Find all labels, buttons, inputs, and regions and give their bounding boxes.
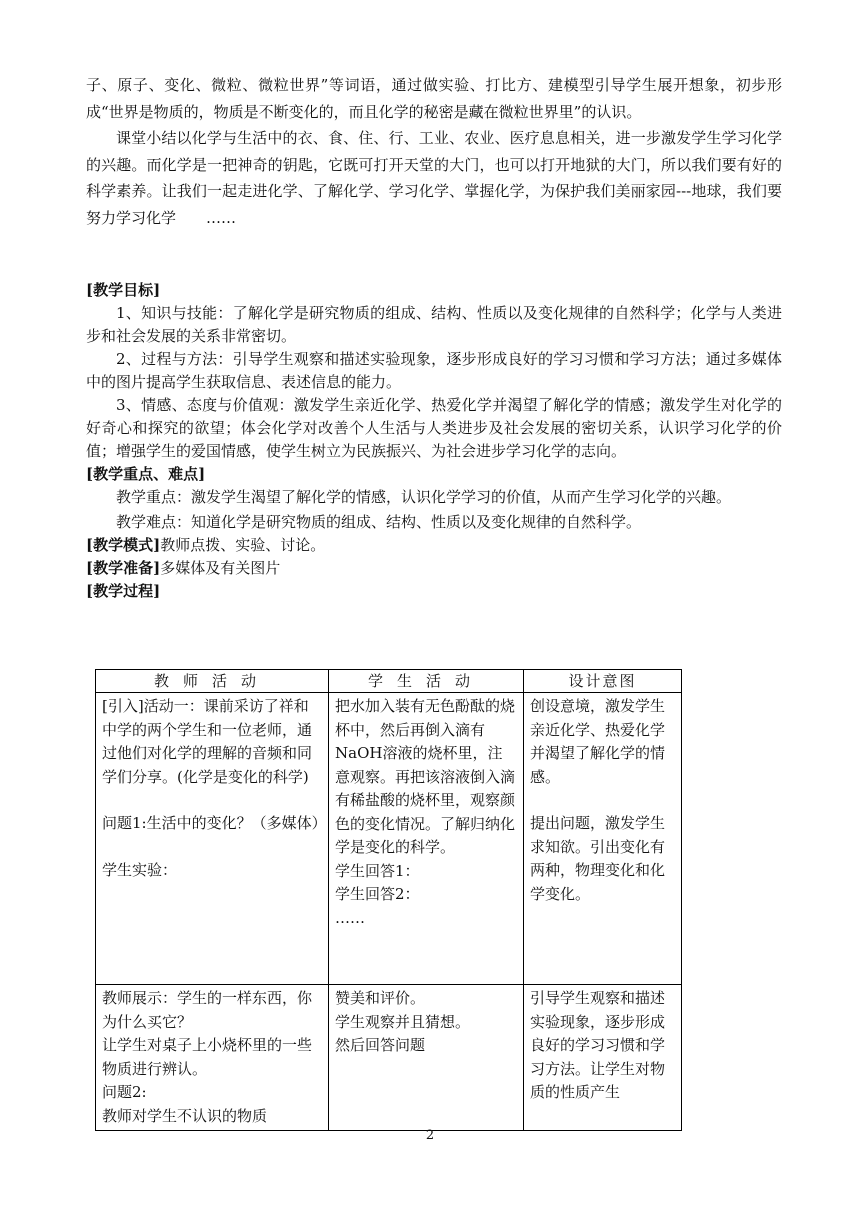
goal-item: 2、过程与方法：引导学生观察和描述实验现象，逐步形成良好的学习习惯和学习方法；通过多媒体中的图片提高学生获取信息、表述信息的能力。: [86, 350, 782, 391]
process-heading: [教学过程]: [86, 582, 161, 600]
design-intent-cell: 引导学生观察和描述实验现象，逐步形成良好的学习习惯和学习方法。让学生对物质的性质产生: [524, 985, 682, 1131]
document-body: [86, 72, 782, 603]
column-header: 设计意图: [524, 670, 682, 693]
teacher-activity-cell: 教师展示：学生的一样东西，你为什么买它？ 让学生对桌子上小烧杯里的一些物质进行辨认。 问题2: 教师对学生不认识的物质: [96, 985, 329, 1131]
column-header: 学生活动: [329, 670, 524, 693]
teaching-focus: 教学重点：激发学生渴望了解化学的情感，认识化学学习的价值，从而产生学习化学的兴趣。: [116, 488, 732, 506]
student-activity-cell: 把水加入装有无色酚酞的烧杯中，然后再倒入滴有NaOH溶液的烧杯里，注意观察。再把该溶液倒入滴有稀盐酸的烧杯里，观察颜色的变化情况。了解归纳化学是变化的科学。 学生回答1： 学生回答2： ……: [329, 693, 524, 985]
goal-item: 1、知识与技能：了解化学是研究物质的组成、结构、性质以及变化规律的自然科学；化学与人类进步和社会发展的关系非常密切。: [86, 304, 782, 345]
table-row: [96, 693, 682, 985]
page-number: 2: [425, 1128, 435, 1143]
teaching-mode: [教学模式]教师点拨、实验、讨论。: [86, 536, 326, 554]
process-table: [95, 669, 682, 1131]
column-header: 教师活动: [96, 670, 329, 693]
goals-heading: [教学目标]: [86, 281, 161, 299]
intro-paragraph-1: 子、原子、变化、微粒、微粒世界”等词语，通过做实验、打比方、建模型引导学生展开想象，初步形成“世界是物质的，物质是不断变化的，而且化学的秘密是藏在微粒世界里”的认识。: [86, 76, 782, 121]
teaching-difficulty: 教学难点：知道化学是研究物质的组成、结构、性质以及变化规律的自然科学。: [116, 513, 642, 531]
teaching-prep: [教学准备]多媒体及有关图片: [86, 559, 281, 577]
keypoints-heading: [教学重点、难点]: [86, 465, 206, 483]
student-activity-cell: 赞美和评价。 学生观察并且猜想。 然后回答问题: [329, 985, 524, 1131]
goal-item: 3、情感、态度与价值观：激发学生亲近化学、热爱化学并渴望了解化学的情感；激发学生对化学的好奇心和探究的欲望；体会化学对改善个人生活与人类进步及社会发展的密切关系，认识学习化学的价值；增强学生的爱国情感，使学生树立为民族振兴、为社会进步学习化学的志向。: [86, 396, 782, 460]
teacher-activity-cell: [引入]活动一：课前采访了祥和中学的两个学生和一位老师，通过他们对化学的理解的音频和同学们分享。(化学是变化的科学) 问题1:生活中的变化？（多媒体） 学生实验：: [96, 693, 329, 985]
table-header-row: [96, 670, 682, 693]
table-row: [96, 985, 682, 1131]
design-intent-cell: 创设意境，激发学生亲近化学、热爱化学并渴望了解化学的情感。 提出问题，激发学生求知欲。引出变化有两种，物理变化和化学变化。: [524, 693, 682, 985]
intro-paragraph-2: 课堂小结以化学与生活中的衣、食、住、行、工业、农业、医疗息息相关，进一步激发学生学习化学的兴趣。而化学是一把神奇的钥匙，它既可打开天堂的大门，也可以打开地狱的大门，所以我们要有好的科学素养。让我们一起走进化学、了解化学、学习化学、掌握化学，为保护我们美丽家园---地球，我们要努力学习化学 ……: [86, 129, 782, 227]
